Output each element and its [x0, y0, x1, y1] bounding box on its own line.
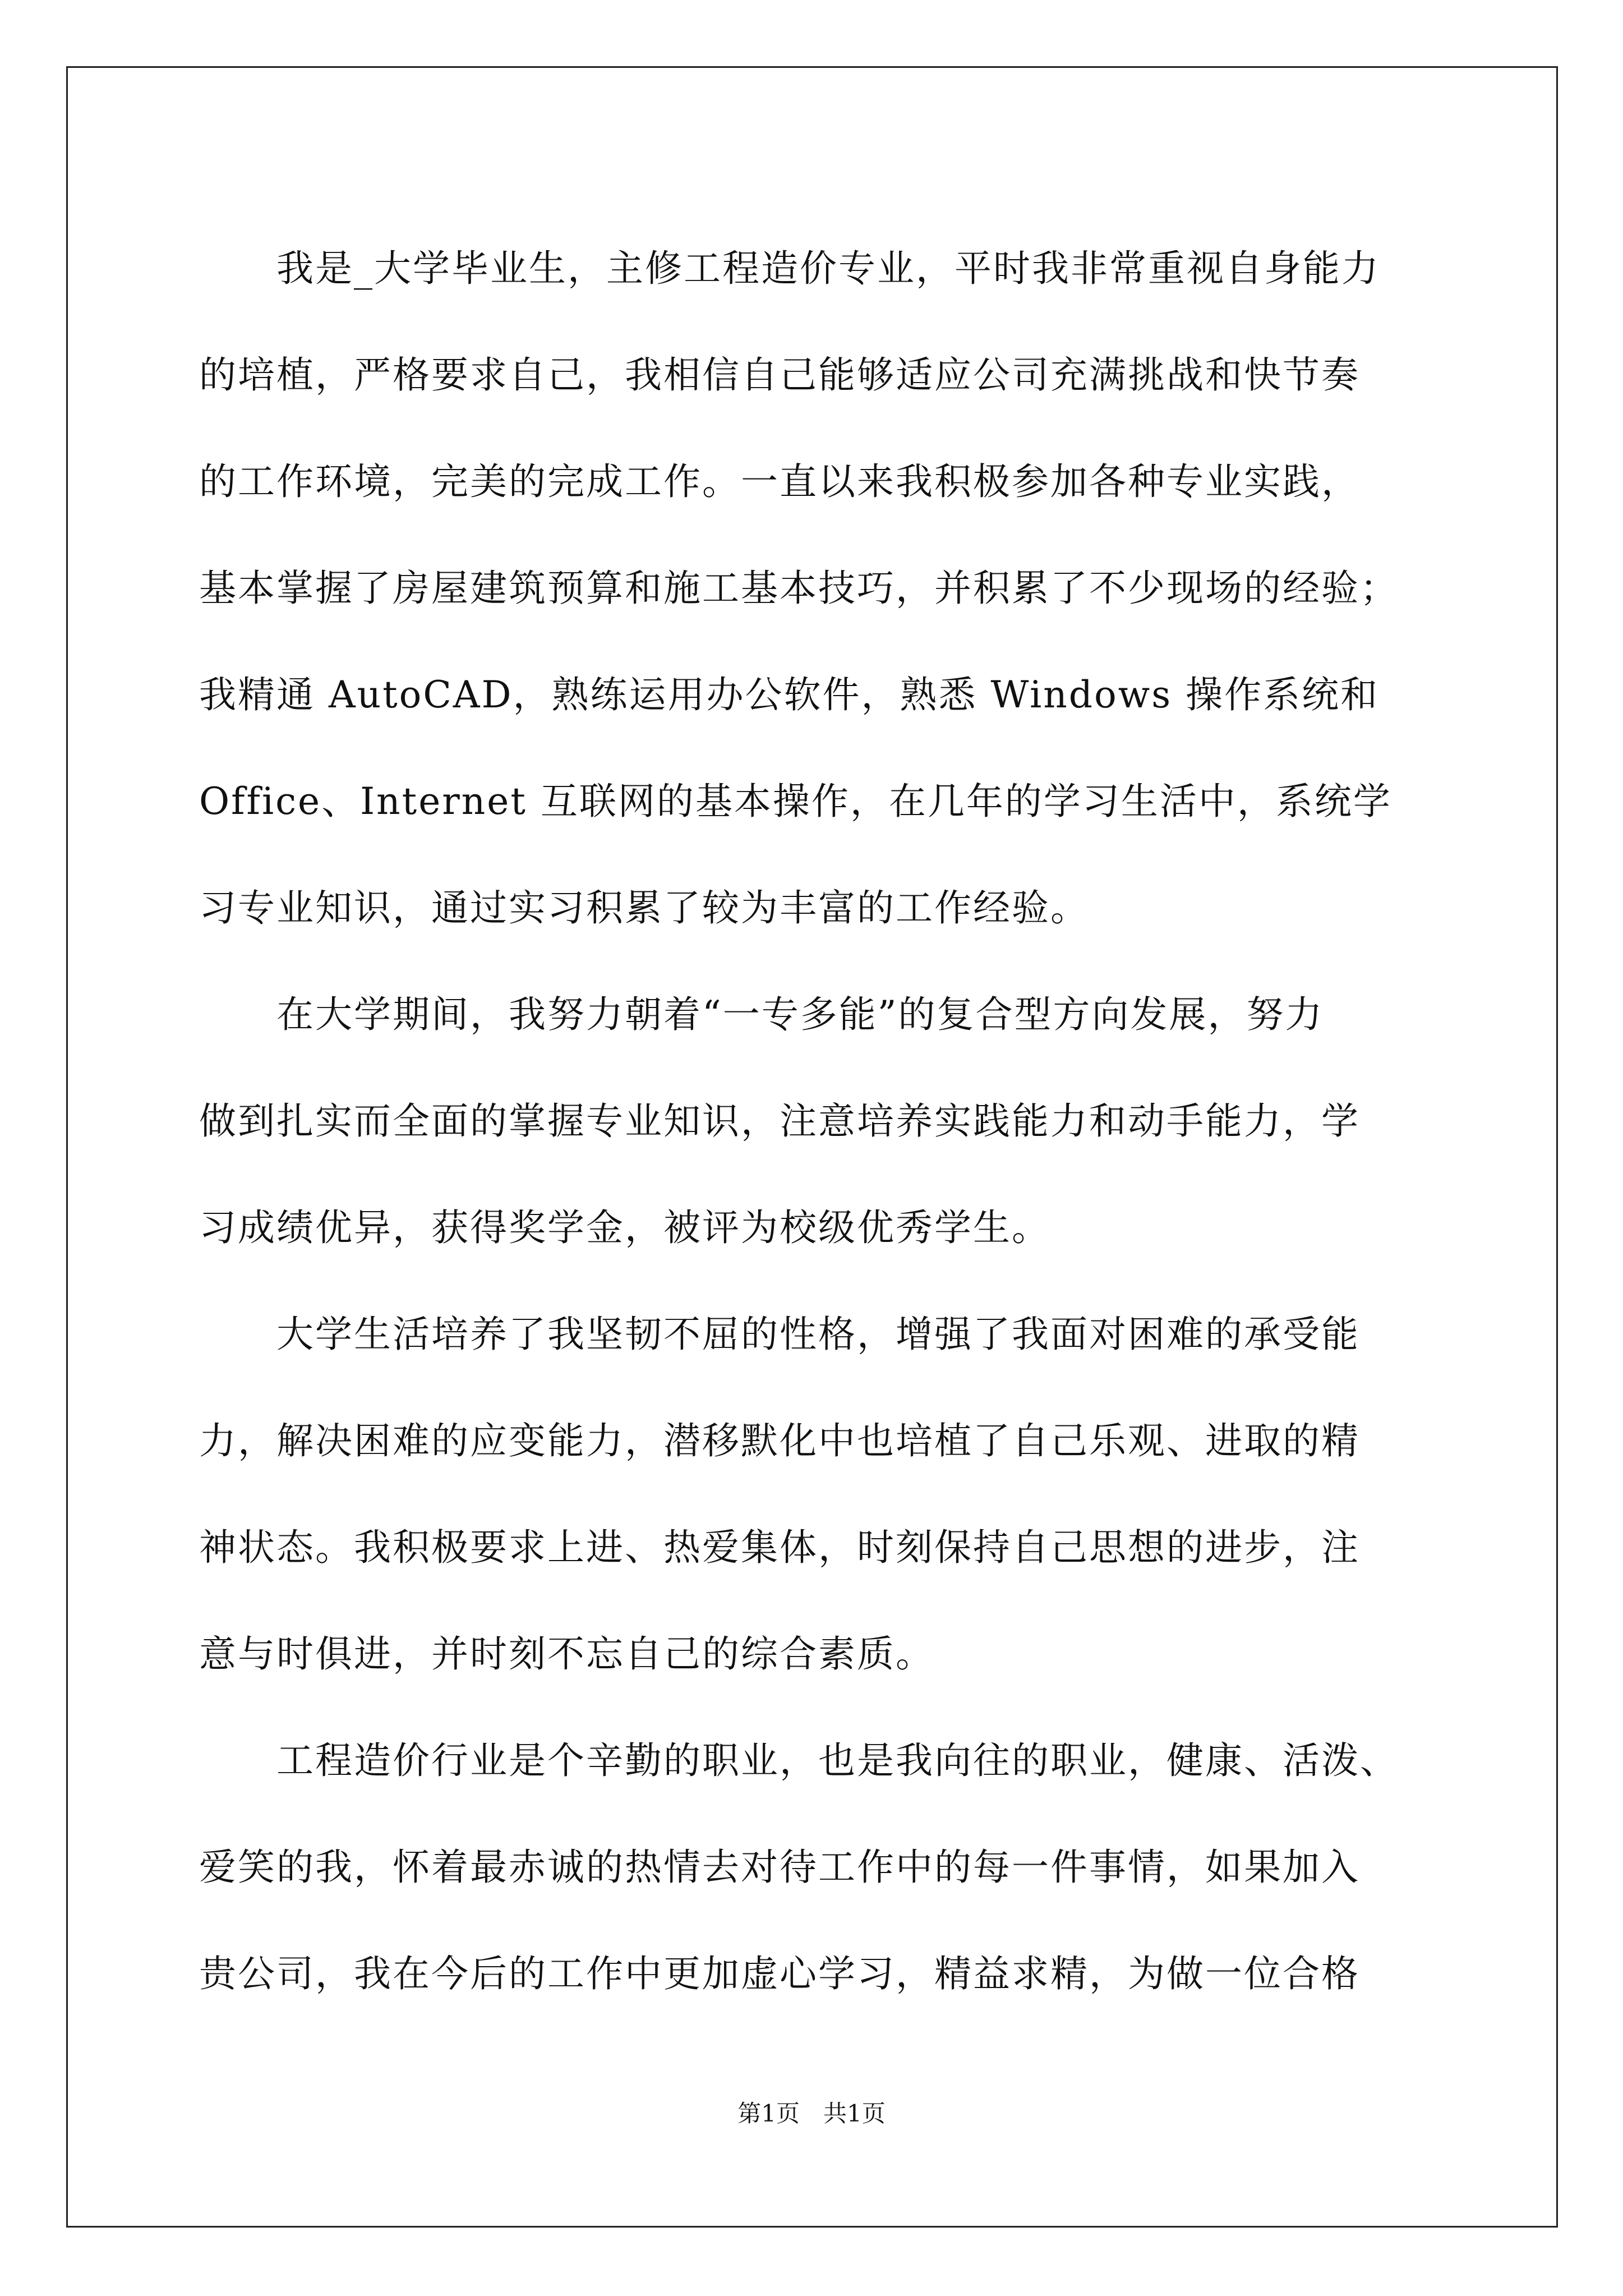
- text-line: 大学生活培养了我坚韧不屈的性格，增强了我面对困难的承受能: [199, 1313, 1360, 1356]
- text-line: 习专业知识，通过实习积累了较为丰富的工作经验。: [199, 886, 1089, 930]
- text-line: 在大学期间，我努力朝着“一专多能”的复合型方向发展，努力: [199, 993, 1324, 1036]
- text-line: 基本掌握了房屋建筑预算和施工基本技巧，并积累了不少现场的经验；: [199, 567, 1399, 610]
- text-line: 贵公司，我在今后的工作中更加虚心学习，精益求精，为做一位合格: [199, 1952, 1360, 1995]
- text-line: 的工作环境，完美的完成工作。一直以来我积极参加各种专业实践，: [199, 460, 1360, 503]
- text-line: Office、Internet 互联网的基本操作，在几年的学习生活中，系统学: [199, 780, 1392, 823]
- document-body: [199, 215, 1444, 2027]
- text-line: 工程造价行业是个辛勤的职业，也是我向往的职业，健康、活泼、: [199, 1739, 1399, 1782]
- text-line: 意与时俱进，并时刻不忘自己的综合素质。: [199, 1632, 934, 1676]
- text-line: 爱笑的我，怀着最赤诚的热情去对待工作中的每一件事情，如果加入: [199, 1846, 1360, 1889]
- text-line: 力，解决困难的应变能力，潜移默化中也培植了自己乐观、进取的精: [199, 1419, 1360, 1462]
- text-line: 做到扎实而全面的掌握专业知识，注意培养实践能力和动手能力，学: [199, 1099, 1360, 1143]
- page-number-footer: 第1页 共1页: [737, 2100, 886, 2127]
- text-line: 习成绩优异，获得奖学金，被评为校级优秀学生。: [199, 1206, 1050, 1249]
- text-line: 我是_大学毕业生，主修工程造价专业，平时我非常重视自身能力: [199, 247, 1380, 290]
- text-line: 神状态。我积极要求上进、热爱集体，时刻保持自己思想的进步，注: [199, 1526, 1360, 1569]
- text-line: 我精通 AutoCAD，熟练运用办公软件，熟悉 Windows 操作系统和: [199, 673, 1380, 716]
- text-line: 的培植，严格要求自己，我相信自己能够适应公司充满挑战和快节奏: [199, 353, 1360, 397]
